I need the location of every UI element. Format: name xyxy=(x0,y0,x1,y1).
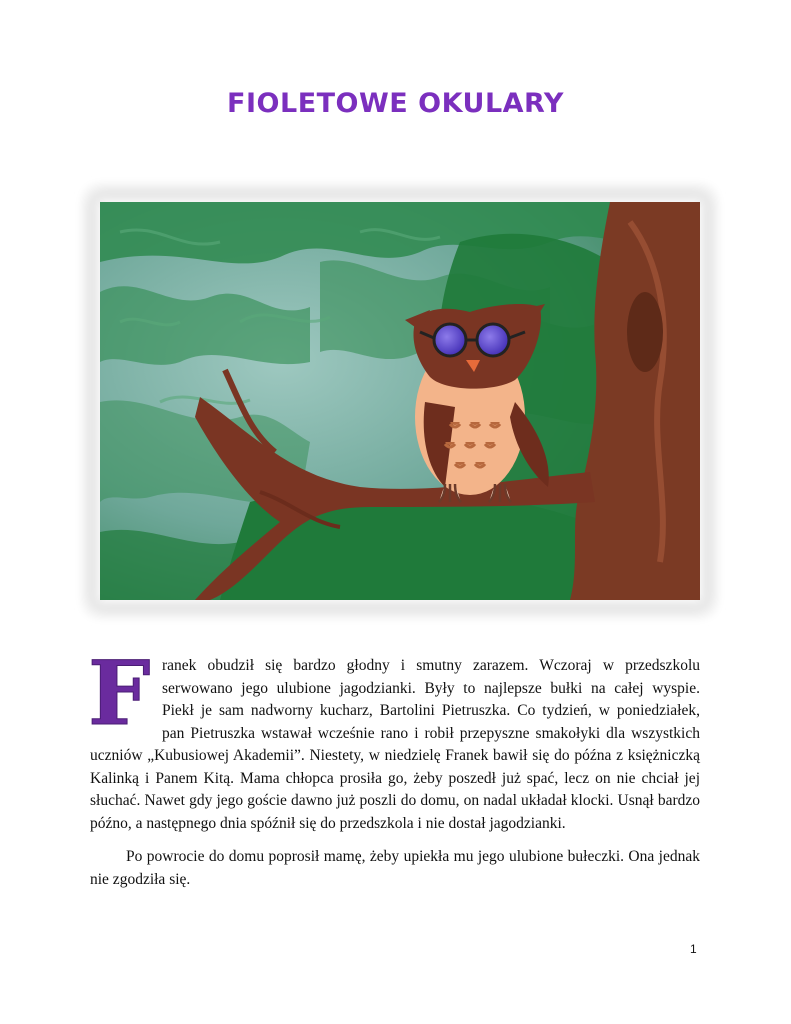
owl-illustration xyxy=(100,202,700,600)
owl-drawing-icon xyxy=(100,202,700,600)
paragraph-line: pan Pietruszka wstawał wcześnie rano i robił przepyszne smakołyki dla wszystkich xyxy=(162,724,700,742)
paragraph-line: ranek obudził się bardzo głodny i smutny zarazem. Wczoraj w przedszkolu xyxy=(162,657,700,674)
first-paragraph-continuation: uczniów „Kubusiowej Akademii”. Niestety, w niedzielę Franek bawił się do późna z księżniczką Kalinką i Panem Kitą. Mama chłopca prosiła go, żeby poszedł już spać, lecz on nie chciał jej słuchać. Nawet gdy jego goście dawno już poszli do domu, on nadal układał klocki. Usnął bardzo późno, a następnego dnia spóźnił się do przedszkola i nie dostał jagodzianki. xyxy=(90,747,700,832)
page-title: FIOLETOWE OKULARY xyxy=(227,88,564,119)
drop-cap-letter: F xyxy=(88,652,150,732)
paragraph-line: Piekł je sam nadworny kucharz, Bartolini Pietruszka. Co tydzień, w poniedziałek, xyxy=(162,702,700,719)
paragraph-line: serwowano jego ulubione jagodzianki. Były to najlepsze bułki na całej wyspie. xyxy=(162,679,700,697)
drop-cap xyxy=(88,652,150,732)
second-paragraph: Po powrocie do domu poprosił mamę, żeby upiekła mu jego ulubione bułeczki. Ona jednak nie zgodziła się. xyxy=(90,848,700,888)
first-paragraph xyxy=(162,655,700,745)
page-number: 1 xyxy=(690,942,697,956)
